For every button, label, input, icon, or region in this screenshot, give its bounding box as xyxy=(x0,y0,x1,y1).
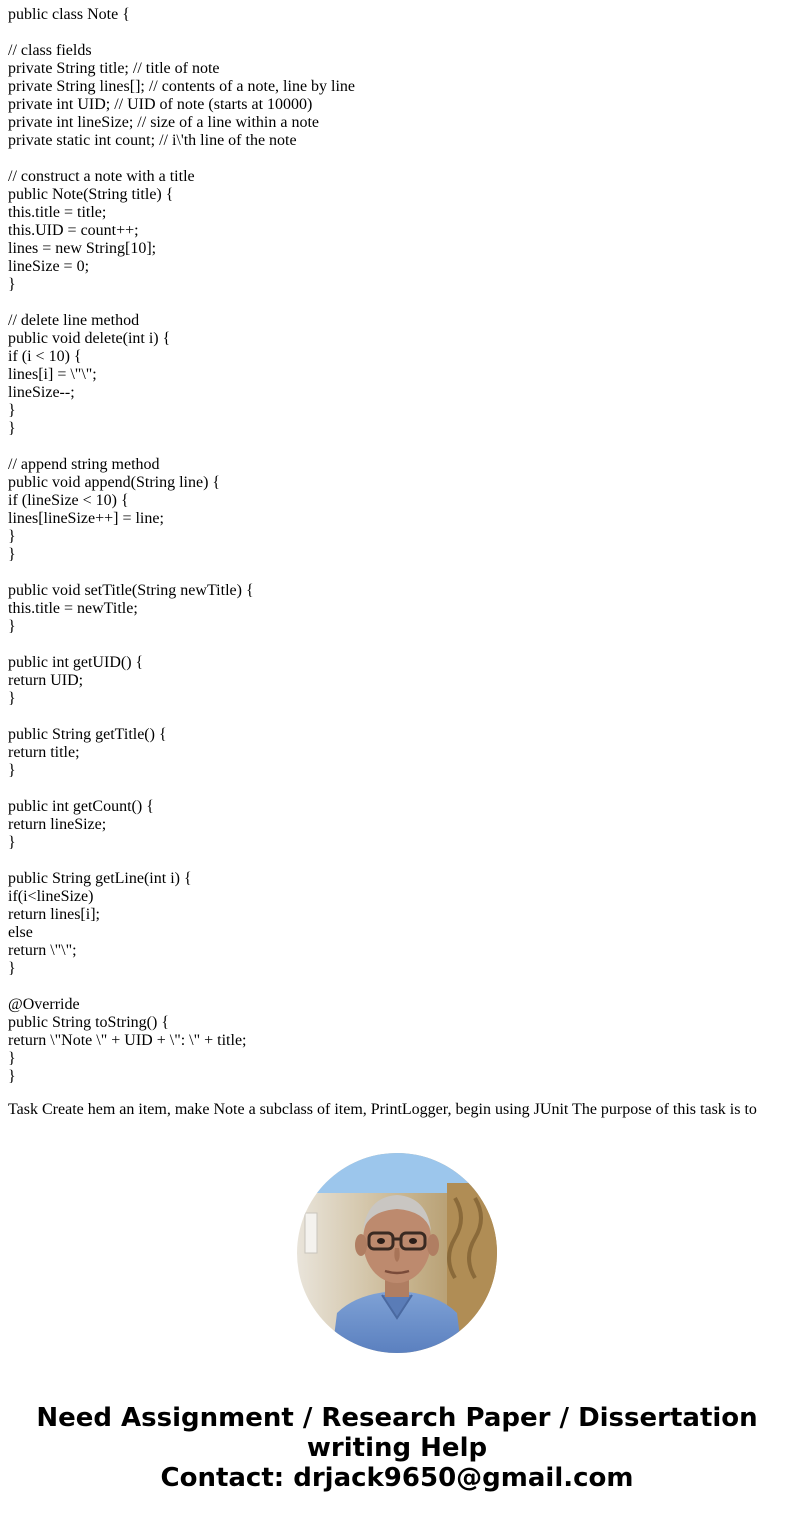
code-line: // delete line method xyxy=(8,312,140,329)
code-line xyxy=(8,708,788,726)
promo-line-2: writing Help xyxy=(306,1433,488,1463)
code-line: return title; xyxy=(8,744,80,761)
promo-banner xyxy=(0,1403,794,1493)
code-line: return UID; xyxy=(8,672,84,689)
code-line: if (lineSize < 10) { xyxy=(8,492,129,509)
code-line: private int lineSize; // size of a line within a note xyxy=(8,114,320,131)
code-line: this.UID = count++; xyxy=(8,222,139,239)
code-line: @Override xyxy=(8,996,80,1013)
code-line: } xyxy=(8,762,16,779)
code-line: } xyxy=(8,960,16,977)
code-line xyxy=(8,780,788,798)
code-line: public String getTitle() { xyxy=(8,726,167,743)
code-line: public void delete(int i) { xyxy=(8,330,171,347)
code-line: lineSize--; xyxy=(8,384,75,401)
code-line: this.title = title; xyxy=(8,204,107,221)
code-line xyxy=(8,24,788,42)
code-line xyxy=(8,150,788,168)
promo-contact[interactable]: Contact: drjack9650@gmail.com xyxy=(160,1463,634,1493)
code-line: public Note(String title) { xyxy=(8,186,174,203)
code-line: } xyxy=(8,276,16,293)
code-line: } xyxy=(8,420,16,437)
code-line: public int getCount() { xyxy=(8,798,154,815)
code-line: public void setTitle(String newTitle) { xyxy=(8,582,254,599)
code-line: private String title; // title of note xyxy=(8,60,220,77)
code-line: else xyxy=(8,924,33,941)
code-line: // construct a note with a title xyxy=(8,168,195,185)
code-line: public class Note { xyxy=(8,6,130,23)
task-description: Task Create hem an item, make Note a subclass of item, PrintLogger, begin using JUnit The purpose of this task is to xyxy=(8,1101,757,1118)
code-line: lines[lineSize++] = line; xyxy=(8,510,164,527)
code-line: public String getLine(int i) { xyxy=(8,870,192,887)
code-line: if (i < 10) { xyxy=(8,348,82,365)
code-line: public int getUID() { xyxy=(8,654,144,671)
code-line: } xyxy=(8,528,16,545)
code-line xyxy=(8,564,788,582)
code-line: return \"\"; xyxy=(8,942,77,959)
code-line: private static int count; // i\'th line of the note xyxy=(8,132,297,149)
code-line: public void append(String line) { xyxy=(8,474,221,491)
code-line: return \"Note \" + UID + \": \" + title; xyxy=(8,1032,247,1049)
code-line: // class fields xyxy=(8,42,92,59)
code-line: this.title = newTitle; xyxy=(8,600,138,617)
code-line: lines = new String[10]; xyxy=(8,240,157,257)
code-line: } xyxy=(8,1050,16,1067)
code-line: if(i<lineSize) xyxy=(8,888,94,905)
code-line: // append string method xyxy=(8,456,160,473)
person-portrait-icon xyxy=(297,1153,497,1353)
code-line: } xyxy=(8,1068,16,1085)
code-listing xyxy=(8,6,788,1086)
code-line: private String lines[]; // contents of a note, line by line xyxy=(8,78,356,95)
code-line: } xyxy=(8,690,16,707)
code-line: lineSize = 0; xyxy=(8,258,90,275)
code-line: private int UID; // UID of note (starts at 10000) xyxy=(8,96,313,113)
code-line: return lines[i]; xyxy=(8,906,100,923)
code-line xyxy=(8,978,788,996)
code-line xyxy=(8,294,788,312)
code-line xyxy=(8,438,788,456)
code-line: public String toString() { xyxy=(8,1014,170,1031)
code-line: } xyxy=(8,834,16,851)
promo-line-1: Need Assignment / Research Paper / Dissertation xyxy=(36,1403,758,1433)
code-line xyxy=(8,636,788,654)
code-line: lines[i] = \"\"; xyxy=(8,366,97,383)
code-line xyxy=(8,852,788,870)
code-line: } xyxy=(8,546,16,563)
code-line: return lineSize; xyxy=(8,816,107,833)
code-line: } xyxy=(8,618,16,635)
avatar xyxy=(297,1153,497,1353)
code-line: } xyxy=(8,402,16,419)
